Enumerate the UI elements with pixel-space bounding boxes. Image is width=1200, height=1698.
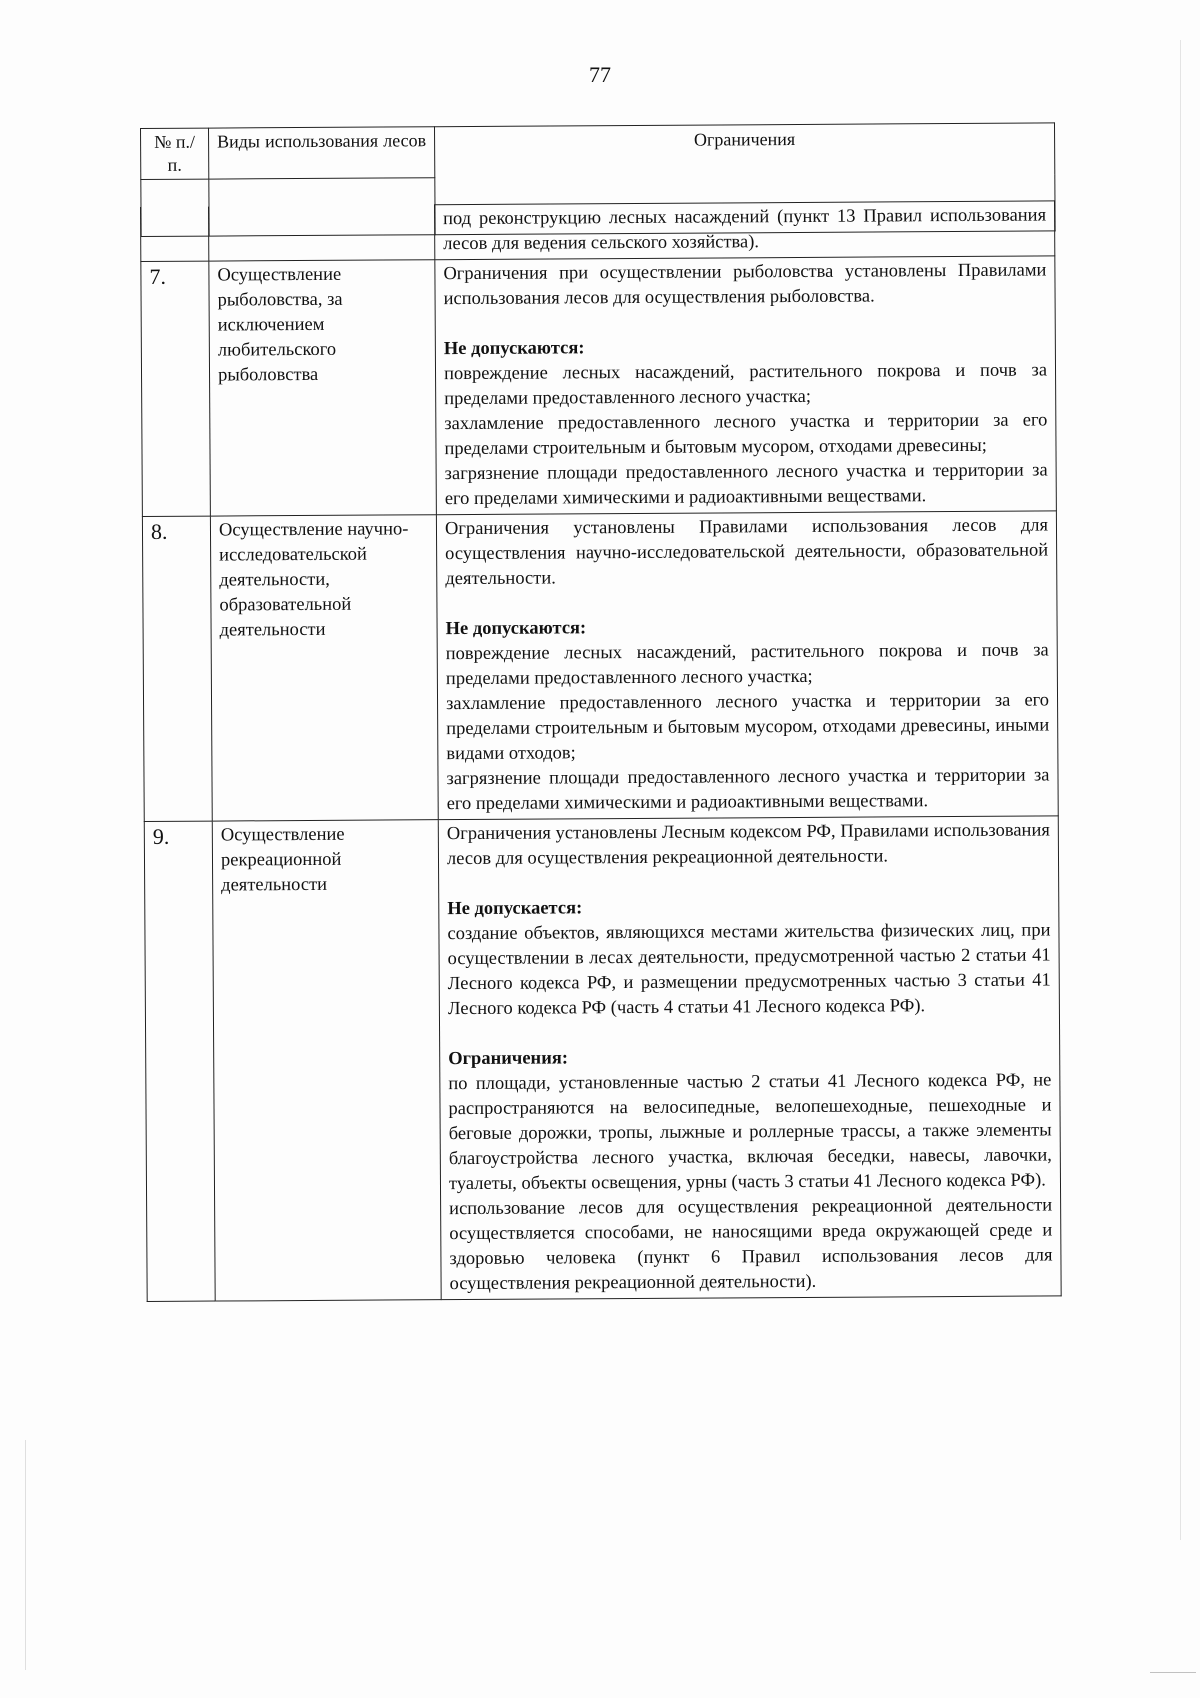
row-number: 9.: [144, 821, 215, 1301]
limits-heading: Не допускаются:: [443, 338, 585, 360]
limits-item: захламление предоставленного лесного участка и территории за его пределами строительным и бытовым мусором, отходами древесины, иными видами отходов;: [445, 690, 1050, 765]
scan-mark: [25, 1440, 26, 1670]
row-kind: Осуществление рыболовства, за исключением любительского рыболовства: [209, 260, 437, 516]
row-limits: [435, 256, 1057, 515]
limits-item: загрязнение площади предоставленного лесного участка и территории за его пределами химическими и радиоактивными веществами.: [444, 460, 1048, 510]
limits-item: повреждение лесных насаждений, растительного покрова и почв за пределами предоставленного лесного участка;: [443, 360, 1048, 410]
scan-mark: [1180, 40, 1181, 1540]
header-limits: Ограничения: [434, 123, 1055, 235]
row-kind: Осуществление научно-исследовательской деятельности, образовательной деятельности: [210, 515, 438, 821]
limits-item: использование лесов для осуществления рекреационной деятельности осуществляется способами, не наносящими вреда окружающей среде и здоровью человека (пункт 6 Правил использования лесов для осуществления рекреационной деятельности).: [449, 1195, 1053, 1295]
restrictions-table-body: [140, 200, 1062, 1302]
table-row: [141, 256, 1057, 517]
row-limits: [436, 511, 1058, 820]
limits-item: повреждение лесных насаждений, растительного покрова и почв за пределами предоставленного лесного участка;: [445, 640, 1049, 690]
limits-intro: Ограничения установлены Правилами использования лесов для осуществления научно-исследовательской деятельности, образовательной деятельности.: [444, 515, 1049, 590]
row-kind: Осуществление рекреационной деятельности: [212, 820, 441, 1301]
row-number: 8.: [142, 516, 212, 821]
limits-item: захламление предоставленного лесного участка и территории за его пределами строительным и бытовым мусором, отходами древесины;: [444, 410, 1048, 460]
header-kind: Виды использования лесов: [209, 127, 435, 179]
limits-heading: Не допускается:: [447, 898, 583, 920]
cell-empty: [209, 205, 435, 261]
table-header-row: [141, 123, 1055, 180]
table-row: [142, 511, 1058, 822]
continuation-text: под реконструкцию лесных насаждений (пункт 13 Правил использования лесов для ведения сельского хозяйства).: [434, 201, 1054, 260]
limits-item: по площади, установленные частью 2 статьи 41 Лесного кодекса РФ, не распространяются на велосипедные, велопешеходные, пешеходные и беговые дорожки, тропы, лыжные и роллерные трассы, а также элементы благоустройства лесного участка, включая беседки, навесы, лавочки, туалеты, объекты освещения, урны (часть 3 статьи 41 Лесного кодекса РФ).: [448, 1070, 1052, 1195]
row-number: 7.: [141, 261, 211, 516]
header-number: № п./п.: [141, 128, 209, 179]
limits-intro: Ограничения при осуществлении рыболовства установлены Правилами использования лесов для осуществления рыболовства.: [443, 260, 1047, 310]
table-row: [141, 201, 1055, 262]
limits-heading-text: создание объектов, являющихся местами жительства физических лиц, при осуществлении в лесах деятельности, предусмотренной частью 2 статьи 41 Лесного кодекса РФ, и размещении предусмотренных частью 3 статьи 41 Лесного кодекса РФ (часть 4 статьи 41 Лесного кодекса РФ).: [447, 920, 1051, 1020]
cell-empty: [141, 206, 209, 261]
row-limits: [438, 816, 1061, 1300]
table-row: [144, 816, 1061, 1302]
limits-intro: Ограничения установлены Лесным кодексом РФ, Правилами использования лесов для осуществления рекреационной деятельности.: [446, 820, 1050, 870]
limits-item: загрязнение площади предоставленного лесного участка и территории за его пределами химическими и радиоактивными веществами.: [446, 765, 1050, 815]
page-number: 77: [589, 62, 611, 87]
limits-heading-2: Ограничения:: [448, 1048, 569, 1070]
limits-heading: Не допускаются:: [445, 618, 587, 640]
scan-mark: [1150, 1672, 1196, 1673]
